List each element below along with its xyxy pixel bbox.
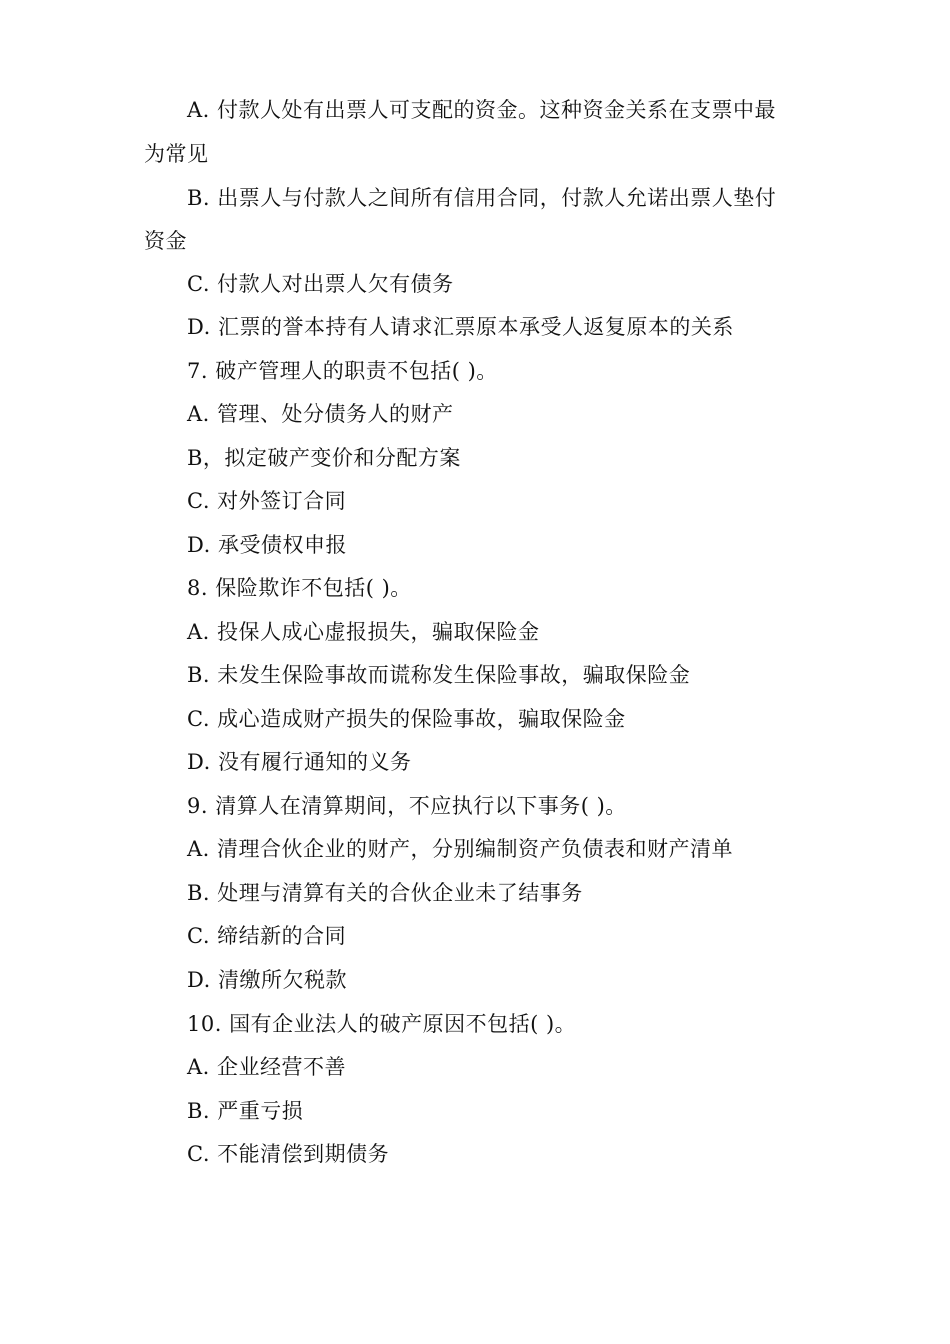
question-9-option-c: C. 缔结新的合同 (187, 924, 347, 948)
question-10-option-c: C. 不能清偿到期债务 (187, 1142, 390, 1166)
option-c: C. 付款人对出票人欠有债务 (187, 272, 454, 296)
question-8-option-d: D. 没有履行通知的义务 (187, 750, 412, 774)
question-9: 9. 清算人在清算期间，不应执行以下事务( )。 (187, 794, 627, 818)
question-8-option-a: A. 投保人成心虚报损失，骗取保险金 (187, 620, 540, 644)
question-7-option-b: B，拟定破产变价和分配方案 (187, 446, 461, 470)
option-a-line-1: A. 付款人处有出票人可支配的资金。这种资金关系在支票中最 (187, 98, 777, 122)
question-7-option-c: C. 对外签订合同 (187, 489, 347, 513)
question-7-option-d: D. 承受债权申报 (187, 533, 347, 557)
option-d: D. 汇票的誉本持有人请求汇票原本承受人返复原本的关系 (187, 315, 734, 339)
question-9-option-b: B. 处理与清算有关的合伙企业未了结事务 (187, 881, 583, 905)
question-10: 10. 国有企业法人的破产原因不包括( )。 (187, 1012, 577, 1036)
question-7-option-a: A. 管理、处分债务人的财产 (187, 402, 454, 426)
question-9-option-a: A. 清理合伙企业的财产，分别编制资产负债表和财产清单 (187, 837, 734, 861)
option-a-line-2: 为常见 (144, 142, 209, 166)
question-10-option-a: A. 企业经营不善 (187, 1055, 347, 1079)
question-9-option-d: D. 清缴所欠税款 (187, 968, 347, 992)
question-7: 7. 破产管理人的职责不包括( )。 (187, 359, 498, 383)
question-8-option-b: B. 未发生保险事故而谎称发生保险事故，骗取保险金 (187, 663, 691, 687)
question-8: 8. 保险欺诈不包括( )。 (187, 576, 412, 600)
option-b-line-1: B. 出票人与付款人之间所有信用合同，付款人允诺出票人垫付 (187, 186, 777, 210)
question-10-option-b: B. 严重亏损 (187, 1099, 304, 1123)
question-8-option-c: C. 成心造成财产损失的保险事故，骗取保险金 (187, 707, 626, 731)
option-b-line-2: 资金 (144, 229, 187, 253)
